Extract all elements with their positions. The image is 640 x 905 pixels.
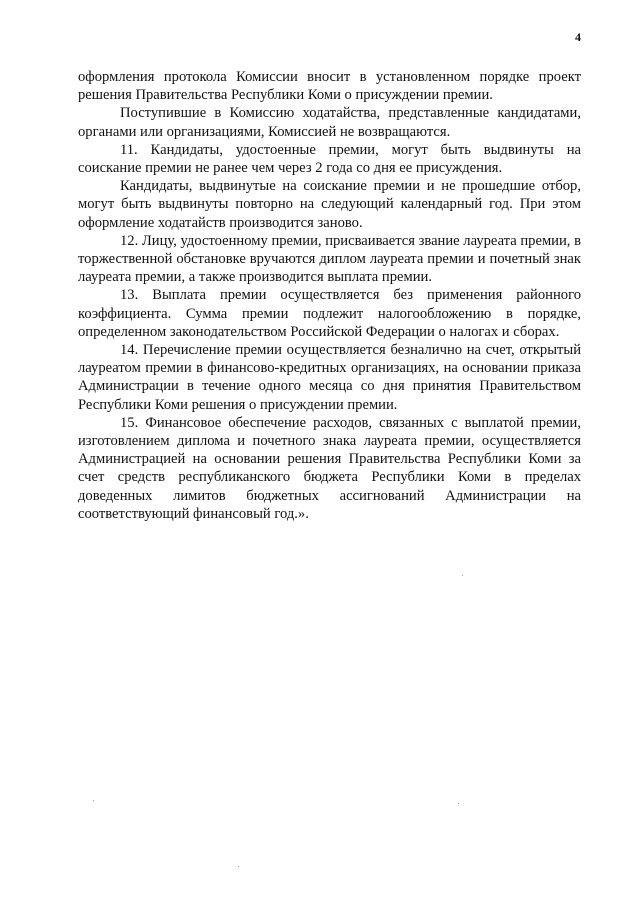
paragraph-11: 11. Кандидаты, удостоенные премии, могут быть выдвинуты на соискание премии не ранее чем через 2 года со дня ее присуждения. — [78, 141, 581, 177]
paragraph-14: 14. Перечисление премии осуществляется безналично на счет, открытый лауреатом премии в финансово-кредитных организациях, на основании приказа Администрации в течение одного месяца со дня принятия Правительством Республики Коми решения о присуждении премии. — [78, 342, 581, 413]
paragraph-15: 15. Финансовое обеспечение расходов, связанных с выплатой премии, изготовлением диплома и почетного знака лауреата премии, осуществляется Администрацией на основании решения Правительства Республики Коми за счет средств республиканского бюджета Республики Коми в пределах доведенных лимитов бюджетных ассигнований Администрации на соответствующий финансовый год.». — [78, 414, 581, 522]
scan-speck — [462, 575, 463, 576]
paragraph-13: 13. Выплата премии осуществляется без применения районного коэффициента. Сумма премии подлежит налогообложению в порядке, определенном законодательством Российской Федерации о налогах и сборах. — [78, 287, 581, 340]
paragraph-petitions-not-returned: Поступившие в Комиссию ходатайства, представленные кандидатами, органами или организациями, Комиссией не возвращаются. — [78, 105, 581, 140]
scan-speck — [238, 866, 239, 867]
page-number: 4 — [575, 30, 581, 44]
paragraph-continuation: оформления протокола Комиссии вносит в установленном порядке проект решения Правительства Республики Коми о присуждении премии. — [78, 69, 581, 104]
paragraph-renomination: Кандидаты, выдвинутые на соискание премии и не прошедшие отбор, могут быть выдвинуты повторно на следующий календарный год. При этом оформление ходатайств производится заново. — [78, 178, 581, 231]
scan-speck — [458, 803, 459, 804]
scan-speck — [93, 800, 94, 801]
document-body — [78, 68, 581, 523]
paragraph-12: 12. Лицу, удостоенному премии, присваивается звание лауреата премии, в торжественной обстановке вручаются диплом лауреата премии и почетный знак лауреата премии, а также производится выплата премии. — [78, 232, 581, 286]
